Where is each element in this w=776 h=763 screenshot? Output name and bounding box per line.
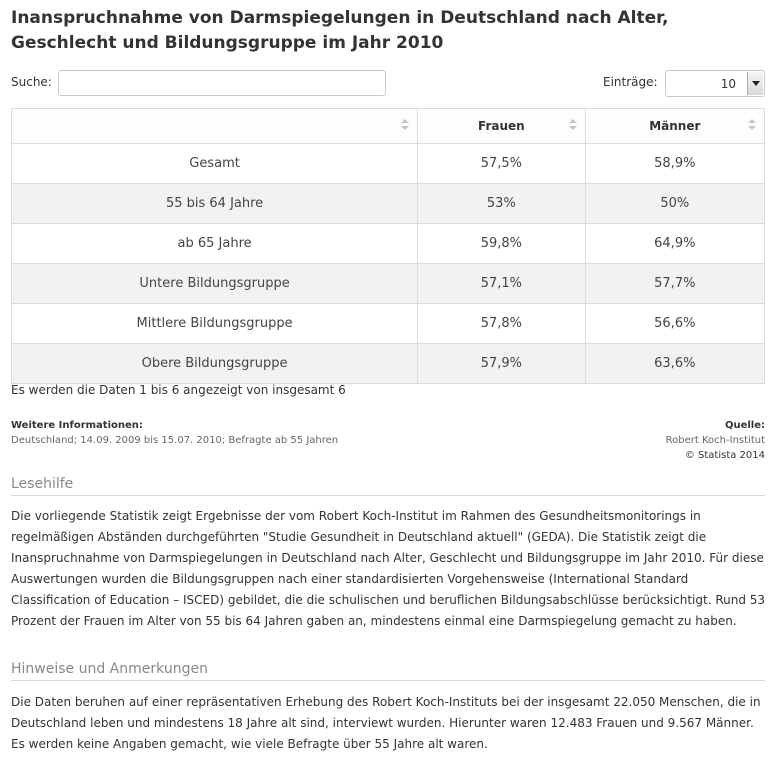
row-label: ab 65 Jahre [12,224,418,264]
entries-select[interactable] [665,70,765,97]
cell-maenner: 57,7% [585,264,764,304]
cell-maenner: 56,6% [585,304,764,344]
lesehilfe-heading: Lesehilfe [11,476,765,496]
source-name[interactable]: Robert Koch-Institut [665,435,765,446]
cell-frauen: 57,9% [418,344,585,384]
page-title: Inanspruchnahme von Darmspiegelungen in Deutschland nach Alter, Geschlecht und Bildungsgruppe im Jahr 2010 [11,8,669,53]
row-label: 55 bis 64 Jahre [12,184,418,224]
table-header-row [12,109,765,144]
sort-icon [401,119,409,131]
source-title: Quelle: [724,420,765,431]
search-label: Suche: [11,75,52,89]
table-row [12,144,765,184]
cell-frauen: 59,8% [418,224,585,264]
cell-maenner: 58,9% [585,144,764,184]
search-input[interactable] [58,70,386,96]
table-row [12,184,765,224]
chevron-down-icon[interactable] [747,72,763,95]
entries-value: 10 [720,77,736,91]
table-row [12,304,765,344]
table-row [12,264,765,304]
cell-frauen: 57,5% [418,144,585,184]
more-info-text: Deutschland; 14.09. 2009 bis 15.07. 2010; Befragte ab 55 Jahren [11,435,339,446]
row-label: Mittlere Bildungsgruppe [12,304,418,344]
column-header-frauen[interactable]: Frauen [418,109,585,144]
row-label: Obere Bildungsgruppe [12,344,418,384]
cell-frauen: 57,8% [418,304,585,344]
cell-frauen: 53% [418,184,585,224]
more-info-title: Weitere Informationen: [11,420,143,431]
copyright: © Statista 2014 [684,450,765,461]
cell-frauen: 57,1% [418,264,585,304]
table-row [12,344,765,384]
sort-icon [569,119,577,131]
entries-label: Einträge: [603,75,658,89]
hinweise-heading: Hinweise und Anmerkungen [11,661,765,681]
column-header-category[interactable] [12,109,418,144]
cell-maenner: 64,9% [585,224,764,264]
cell-maenner: 63,6% [585,344,764,384]
row-label: Gesamt [12,144,418,184]
data-table [11,108,765,384]
sort-icon [748,119,756,131]
table-info: Es werden die Daten 1 bis 6 angezeigt von insgesamt 6 [11,383,346,397]
column-header-maenner[interactable]: Männer [585,109,764,144]
table-row [12,224,765,264]
hinweise-text: Die Daten beruhen auf einer repräsentativen Erhebung des Robert Koch-Instituts bei der insgesamt 22.050 Menschen, die in Deutschland leben und mindestens 18 Jahre alt sind, interviewt wurden. Hierunter waren 12.483 Frauen und 9.567 Männer. Es werden keine Angaben gemacht, wie viele Befragte über 55 Jahre alt waren. [11,695,761,751]
lesehilfe-text: Die vorliegende Statistik zeigt Ergebnisse der vom Robert Koch-Institut im Rahmen des Gesundheitsmonitorings in regelmäßigen Abständen durchgeführten "Studie Gesundheit in Deutschland aktuell" (GEDA). Die Statistik zeigt die Inanspruchnahme von Darmspiegelungen in Deutschland nach Alter, Geschlecht und Bildungsgruppe im Jahr 2010. Für diese Auswertungen wurden die Bildungsgruppen nach einer standardisierten Vorgehensweise (International Standard Classification of Education – ISCED) gebildet, die die schulischen und beruflichen Bildungsabschlüsse berücksichtigt. Rund 53 Prozent der Frauen im Alter von 55 bis 64 Jahren gaben an, mindestens einmal eine Darmspiegelung gemacht zu haben. [11,509,766,628]
row-label: Untere Bildungsgruppe [12,264,418,304]
cell-maenner: 50% [585,184,764,224]
